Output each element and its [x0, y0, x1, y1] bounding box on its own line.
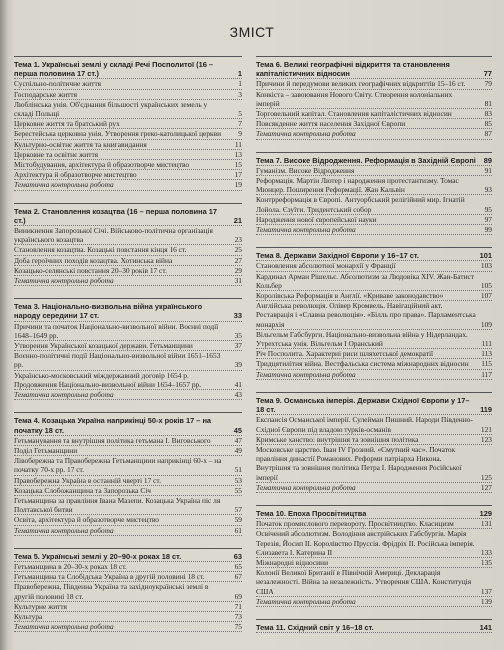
toc-entry[interactable]	[14, 612, 242, 622]
toc-entry[interactable]	[14, 266, 242, 276]
toc-topic-title: Тема 3. Національно-визвольна війна українського народу середини 17 ст.	[14, 302, 203, 321]
toc-entry-title: Гуманізм. Високе Відродження	[256, 165, 355, 175]
toc-entry-title: Українсько-московський міждержавний договір 1654 р. Продовження Національно-визвольної війни 1654–1657 рр.	[14, 370, 202, 389]
toc-page-number: 33	[233, 311, 242, 321]
toc-entry-title: Церковне та освітнє життя	[14, 149, 98, 159]
toc-entry[interactable]	[256, 349, 492, 359]
toc-entry-title: Гетьманування та внутрішня політика гетьмана І. Виговського	[14, 435, 211, 445]
section-gap	[256, 493, 492, 505]
toc-page-number: 97	[484, 214, 492, 224]
toc-entry-title: Козацька Слобожанщина та Запорозька Січ	[14, 485, 152, 495]
toc-page-number: 83	[484, 109, 492, 119]
toc-entry-title: Причини й передумови великих географічних відкриттів 15–16 ст.	[256, 79, 466, 89]
toc-entry-title: Суспільно-політичне життя	[14, 79, 102, 89]
toc-page-number: 53	[234, 475, 242, 485]
toc-entry[interactable]	[14, 150, 242, 160]
toc-page-number: 7	[238, 119, 242, 129]
toc-entry-title: Гетьманщина та Слобідська Україна в другій половині 18 ст.	[14, 572, 205, 582]
toc-entry[interactable]	[14, 456, 242, 475]
toc-entry[interactable]	[256, 529, 492, 558]
toc-entry[interactable]	[256, 261, 492, 271]
toc-entry[interactable]	[256, 558, 492, 568]
toc-entry-title: Вільгельм Габсбурги. Національно-визвольна війна у Нідерландах. Утрехтська унія. Вільгельм І Оранський	[256, 329, 468, 349]
toc-entry[interactable]	[14, 486, 242, 496]
toc-topic[interactable]	[14, 412, 242, 435]
toc-entry-title: Королівська Реформація в Англії. «Кривавe законодавство»	[256, 291, 444, 301]
toc-entry[interactable]	[14, 226, 242, 245]
toc-page-number: 123	[480, 434, 492, 444]
toc-page-number: 57	[234, 505, 242, 515]
toc-entry-title: Тематична контрольна робота	[256, 129, 356, 139]
toc-page-number: 31	[234, 276, 242, 286]
toc-entry-title: Торговельний капітал. Становлення капіталістичних відносин	[256, 109, 452, 119]
toc-entry-title: Московське царство. Іван IV Грозний. «Смутний час». Початок правління династії Романових. Реформи патріарха Никона. Внутрішня та зовнішня політика Петра І. Народження Російської імперії	[256, 444, 462, 482]
toc-entry-title: Кардинал Арман Рішельє. Абсолютизм за Людовіка XIV. Жан-Батист Кольбер	[256, 271, 475, 290]
toc-topic[interactable]	[14, 203, 242, 226]
toc-test-entry[interactable]	[14, 622, 242, 632]
toc-entry[interactable]	[14, 100, 242, 119]
toc-entry-title: Правобережна Україна в останній чверті 17 ст.	[14, 475, 161, 485]
toc-entry-title: Культурно-освітнє життя та книгавидання	[14, 139, 147, 149]
toc-entry-title: Становлення козацтва. Козацькі повстання кінця 16 ст.	[14, 245, 187, 255]
toc-page-number: 17	[234, 170, 242, 180]
toc-page-number: 81	[484, 98, 492, 108]
toc-page-number: 133	[480, 547, 492, 557]
toc-entry[interactable]	[256, 119, 492, 129]
toc-topic[interactable]	[256, 247, 492, 261]
toc-entry-title: Люблінська унія. Об'єднання більшості українських земель у складі Польщі	[14, 99, 208, 119]
toc-entry-title: Тематична контрольна робота	[14, 622, 114, 632]
toc-topic-title: Тема 1. Українські землі у складі Речі Посполитої (16 – перша половина 17 ст.)	[14, 60, 214, 79]
toc-entry-title: Виникнення Запорозької Січі. Військово-політична організація українського козацтва	[14, 226, 213, 245]
toc-page-number: 11	[234, 139, 242, 149]
toc-page-number: 13	[234, 149, 242, 159]
toc-page-number: 79	[484, 79, 492, 89]
toc-entry[interactable]	[14, 582, 242, 601]
toc-page-number: 113	[481, 349, 492, 359]
toc-entry-title: Тематична контрольна робота	[14, 180, 114, 190]
toc-page-number: 91	[484, 165, 492, 175]
toc-entry[interactable]	[14, 322, 242, 341]
toc-topic-title: Тема 6. Великі географічні відкриття та становлення капіталістичних відносин	[256, 60, 450, 79]
toc-page-number: 39	[234, 360, 242, 370]
toc-page-number: 101	[479, 251, 492, 261]
toc-entry[interactable]	[14, 562, 242, 572]
toc-entry-title: Тематична контрольна робота	[256, 482, 356, 492]
toc-entry[interactable]	[256, 568, 492, 597]
toc-page-number: 121	[480, 424, 492, 434]
toc-page-number: 51	[234, 465, 242, 475]
toc-page-number: 45	[233, 425, 242, 435]
toc-entry-title: Освічений абсолютизм. Володіння австрійських Габсбургів. Марія Терезія, Йосип II. Королівство Пруссія. Фрідріх II. Російська імперія. Єлизавета I. Катерина II	[256, 529, 475, 557]
toc-entry-title: Англійська революція. Олівер Кромвель. Навігаційний акт. Реставрація і «Славна революція». «Білль про права». Парламентська монархія	[256, 301, 476, 329]
toc-page-number: 75	[234, 622, 242, 632]
toc-entry[interactable]	[14, 256, 242, 266]
toc-topic[interactable]	[256, 56, 492, 79]
toc-column-right	[256, 56, 492, 633]
section-gap	[14, 191, 242, 203]
toc-page-number: 61	[234, 525, 242, 535]
toc-entry-title: Гетьманщина за правління Івана Мазепи. Козацька Україна піс ля Полтавської битви	[14, 495, 221, 515]
toc-topic[interactable]	[256, 392, 492, 415]
toc-entry-title: Архітектура й образотворче мистецтво	[14, 170, 137, 180]
toc-page-number: 9	[238, 129, 242, 139]
toc-entry[interactable]	[256, 301, 492, 330]
toc-entry[interactable]	[14, 119, 242, 129]
toc-entry-title: Тематична контрольна робота	[256, 596, 356, 606]
toc-page-number: 139	[480, 596, 492, 606]
toc-entry-title: Конкіста – завоювання Нового Світу. Створення колоніальних імперій	[256, 89, 453, 108]
toc-entry[interactable]	[14, 140, 242, 150]
toc-entry[interactable]	[14, 170, 242, 180]
toc-entry-title: Культурне життя	[14, 601, 67, 611]
toc-entry-title: Експансія Османської імперії. Сулейман Пишний. Народи Південно-Східної Європи під владою турків-османів	[256, 415, 473, 434]
toc-entry[interactable]	[256, 90, 492, 109]
toc-entry-title: Початок промислового перевороту. Просвітництво. Класицизм	[256, 519, 454, 529]
toc-entry-title: Берестейська церковна унія. Утворення греко-католицької церкви	[14, 129, 222, 139]
toc-topic-title: Тема 2. Становлення козацтва (16 – перша половина 17 ст.)	[14, 206, 218, 225]
toc-entry[interactable]	[14, 602, 242, 612]
toc-page-number: 119	[480, 405, 492, 415]
toc-page-number: 71	[234, 601, 242, 611]
toc-page-number: 69	[234, 591, 242, 601]
toc-entry-title: Тематична контрольна робота	[256, 369, 356, 379]
toc-test-entry[interactable]	[14, 390, 242, 400]
toc-page-number: 111	[481, 339, 492, 349]
toc-topic-title: Тема 8. Держави Західної Європи у 16–17 ст.	[256, 251, 419, 261]
toc-entry[interactable]	[14, 341, 242, 351]
toc-page-number: 67	[234, 572, 242, 582]
toc-entry[interactable]	[14, 129, 242, 139]
toc-page-number: 103	[480, 261, 492, 271]
toc-topic-title: Тема 11. Східний світ у 16–18 ст.	[256, 622, 374, 632]
toc-page-number: 15	[234, 160, 242, 170]
toc-entry-title: Правобережна, Південна Україна та західноукраїнські землі в другій половині 18 ст.	[14, 582, 209, 601]
toc-page-number: 47	[234, 435, 242, 445]
toc-page-number: 3	[238, 89, 242, 99]
toc-entry[interactable]	[256, 415, 492, 434]
toc-topic-title: Тема 5. Українські землі у 20–90-х роках 18 ст.	[14, 551, 182, 561]
toc-test-entry[interactable]	[256, 483, 492, 493]
toc-page-number: 41	[234, 379, 242, 389]
toc-page-number: 135	[480, 557, 492, 567]
toc-page-number: 85	[484, 119, 492, 129]
section-gap	[256, 607, 492, 619]
toc-page-number: 59	[234, 515, 242, 525]
toc-entry[interactable]	[256, 176, 492, 195]
toc-entry[interactable]	[14, 79, 242, 89]
toc-column-left	[14, 56, 242, 632]
toc-test-entry[interactable]	[256, 370, 492, 380]
toc-entry[interactable]	[256, 195, 492, 214]
toc-page-number: 127	[480, 482, 492, 492]
toc-page-number: 73	[234, 611, 242, 621]
toc-page-number: 21	[233, 215, 242, 225]
toc-page-number: 55	[234, 485, 242, 495]
toc-entry-title: Козацько-селянські повстання 20–30 років 17 ст.	[14, 265, 167, 275]
toc-topic-title: Тема 9. Османська імперія. Держави Східної Європи у 17–18 ст.	[256, 395, 470, 415]
toc-entry[interactable]	[14, 371, 242, 390]
toc-entry[interactable]	[14, 351, 242, 370]
toc-entry-title: Кримське ханство: внутрішня та зовнішня політика	[256, 434, 419, 444]
toc-topic-title: Тема 4. Козацька Україна наприкінці 50-х років 17 – на початку 18 ст.	[14, 416, 212, 435]
toc-topic[interactable]	[256, 505, 492, 519]
toc-entry[interactable]	[14, 90, 242, 100]
toc-entry-title: Тематична контрольна робота	[14, 525, 114, 535]
toc-page-number: 99	[484, 225, 492, 235]
toc-test-entry[interactable]	[14, 526, 242, 536]
toc-page-number: 87	[484, 129, 492, 139]
toc-entry[interactable]	[256, 519, 492, 529]
toc-test-entry[interactable]	[256, 597, 492, 607]
toc-entry[interactable]	[14, 436, 242, 446]
section-gap	[14, 536, 242, 548]
toc-page-number: 129	[479, 508, 492, 518]
toc-entry[interactable]	[256, 79, 492, 89]
toc-page-number: 93	[484, 185, 492, 195]
toc-entry-title: Становлення абсолютної монархії у Франції	[256, 261, 396, 271]
toc-entry-title: Церковне життя та братський рух	[14, 119, 120, 129]
toc-page-number: 49	[234, 445, 242, 455]
toc-entry-title: Культура	[14, 611, 43, 621]
toc-test-entry[interactable]	[256, 225, 492, 235]
section-gap	[256, 140, 492, 152]
toc-topic[interactable]	[14, 56, 242, 79]
toc-topic[interactable]	[256, 152, 492, 166]
section-gap	[256, 380, 492, 392]
toc-page-number: 19	[234, 180, 242, 190]
toc-entry[interactable]	[14, 496, 242, 515]
toc-page-number: 107	[480, 291, 492, 301]
toc-topic[interactable]	[14, 298, 242, 321]
toc-page-number: 43	[234, 390, 242, 400]
toc-entry-title: Річ Посполита. Характерні риси шляхетської демократії	[256, 349, 434, 359]
toc-page-number: 137	[480, 586, 492, 596]
toc-entry-title: Містобудування, архітектура й образотворче мистецтво	[14, 160, 190, 170]
toc-page-number: 37	[234, 341, 242, 351]
toc-entry[interactable]	[256, 330, 492, 349]
toc-page-number: 35	[234, 330, 242, 340]
toc-entry-title: Міжнародні відносини	[256, 557, 329, 567]
toc-entry-title: Народження нової європейської науки	[256, 214, 377, 224]
toc-entry-title: Освіта, архітектура й образотворче мистецтво	[14, 515, 160, 525]
toc-entry-title: Утворення Української козацької держави. Гетьманщини	[14, 341, 193, 351]
section-gap	[14, 400, 242, 412]
toc-topic-title: Тема 7. Високе Відродження. Реформація в Західній Європі	[256, 155, 476, 165]
toc-entry[interactable]	[14, 446, 242, 456]
toc-entry-title: Тематична контрольна робота	[14, 276, 114, 286]
page-gutter-shadow	[0, 0, 8, 650]
toc-entry[interactable]	[256, 215, 492, 225]
toc-entry-title: Воєнно-політичні події Національно-визвольної війни 1651–1653 рр.	[14, 351, 221, 370]
toc-entry[interactable]	[14, 245, 242, 255]
toc-page-number: 63	[233, 551, 242, 561]
toc-page-number: 141	[479, 622, 492, 632]
toc-entry[interactable]	[256, 109, 492, 119]
toc-entry[interactable]	[14, 160, 242, 170]
toc-entry[interactable]	[256, 166, 492, 176]
toc-test-entry[interactable]	[14, 180, 242, 190]
toc-entry[interactable]	[256, 435, 492, 445]
toc-test-entry[interactable]	[256, 129, 492, 139]
toc-page-number: 65	[234, 561, 242, 571]
toc-topic[interactable]	[14, 548, 242, 562]
toc-page-number: 117	[481, 369, 492, 379]
toc-entry-title: Реформація. Мартін Лютер і народження протестантизму. Томас Мюнцер. Поширення Реформації. Жан Кальвін	[256, 176, 459, 195]
toc-entry-title: Господарське життя	[14, 89, 77, 99]
toc-entry-title: Доба героїчних походів козацтва. Хотинська війна	[14, 255, 173, 265]
toc-entry[interactable]	[14, 572, 242, 582]
page-title: ЗМІСТ	[229, 24, 275, 40]
toc-page-number: 29	[234, 265, 242, 275]
toc-page-number: 125	[480, 472, 492, 482]
toc-page-number: 131	[480, 519, 492, 529]
toc-page-number: 95	[484, 204, 492, 214]
toc-page-number: 109	[480, 319, 492, 329]
toc-entry-title: Тематична контрольна робота	[14, 390, 114, 400]
toc-entry[interactable]	[256, 291, 492, 301]
toc-entry[interactable]	[14, 515, 242, 525]
toc-page-number: 1	[238, 79, 242, 89]
toc-page-number: 27	[234, 255, 242, 265]
toc-entry-title: Поділ Гетьманщини	[14, 445, 78, 455]
toc-page-number: 23	[234, 235, 242, 245]
toc-page-number: 5	[238, 109, 242, 119]
toc-entry-title: Контрреформація в Європі. Антуорбський релігійний мир. Ігнатій Лойола. Єзуїти. Тридентський собор	[256, 195, 465, 214]
toc-page-number: 89	[483, 155, 492, 165]
toc-entry[interactable]	[14, 476, 242, 486]
toc-entry-title: Колонії Великої Британії в Північній Америці. Декларація незалежності. Війна за незалежність. Утворення США. Конституція США	[256, 568, 472, 596]
toc-entry[interactable]	[256, 359, 492, 369]
toc-entry-title: Лівобережна та Правобережна Гетьманщини наприкінці 60-х – на початку 70-х рр. 17 ст.	[14, 456, 222, 475]
toc-entry-title: Причини та початок Національно-визвольної війни. Воєнні події 1648–1649 рр.	[14, 321, 219, 340]
toc-page-number: 115	[481, 359, 492, 369]
toc-entry-title: Тридцятилітня війна. Вестфальська система міжнародних відносин	[256, 359, 469, 369]
toc-page-number: 105	[480, 280, 492, 290]
toc-entry-title: Гетьманщина в 20–30-х роках 18 ст.	[14, 561, 127, 571]
section-gap	[256, 235, 492, 247]
toc-entry[interactable]	[256, 272, 492, 291]
toc-entry-title: Тематична контрольна робота	[256, 225, 356, 235]
toc-entry-title: Повсякденне життя населення Західної Європи	[256, 119, 406, 129]
toc-topic-title: Тема 10. Епоха Просвітництва	[256, 508, 367, 518]
section-gap	[14, 286, 242, 298]
toc-entry[interactable]	[256, 445, 492, 483]
toc-page-number: 25	[234, 245, 242, 255]
toc-page-number: 1	[237, 69, 242, 79]
toc-topic[interactable]	[256, 619, 492, 633]
toc-page-number: 77	[483, 69, 492, 79]
toc-test-entry[interactable]	[14, 276, 242, 286]
